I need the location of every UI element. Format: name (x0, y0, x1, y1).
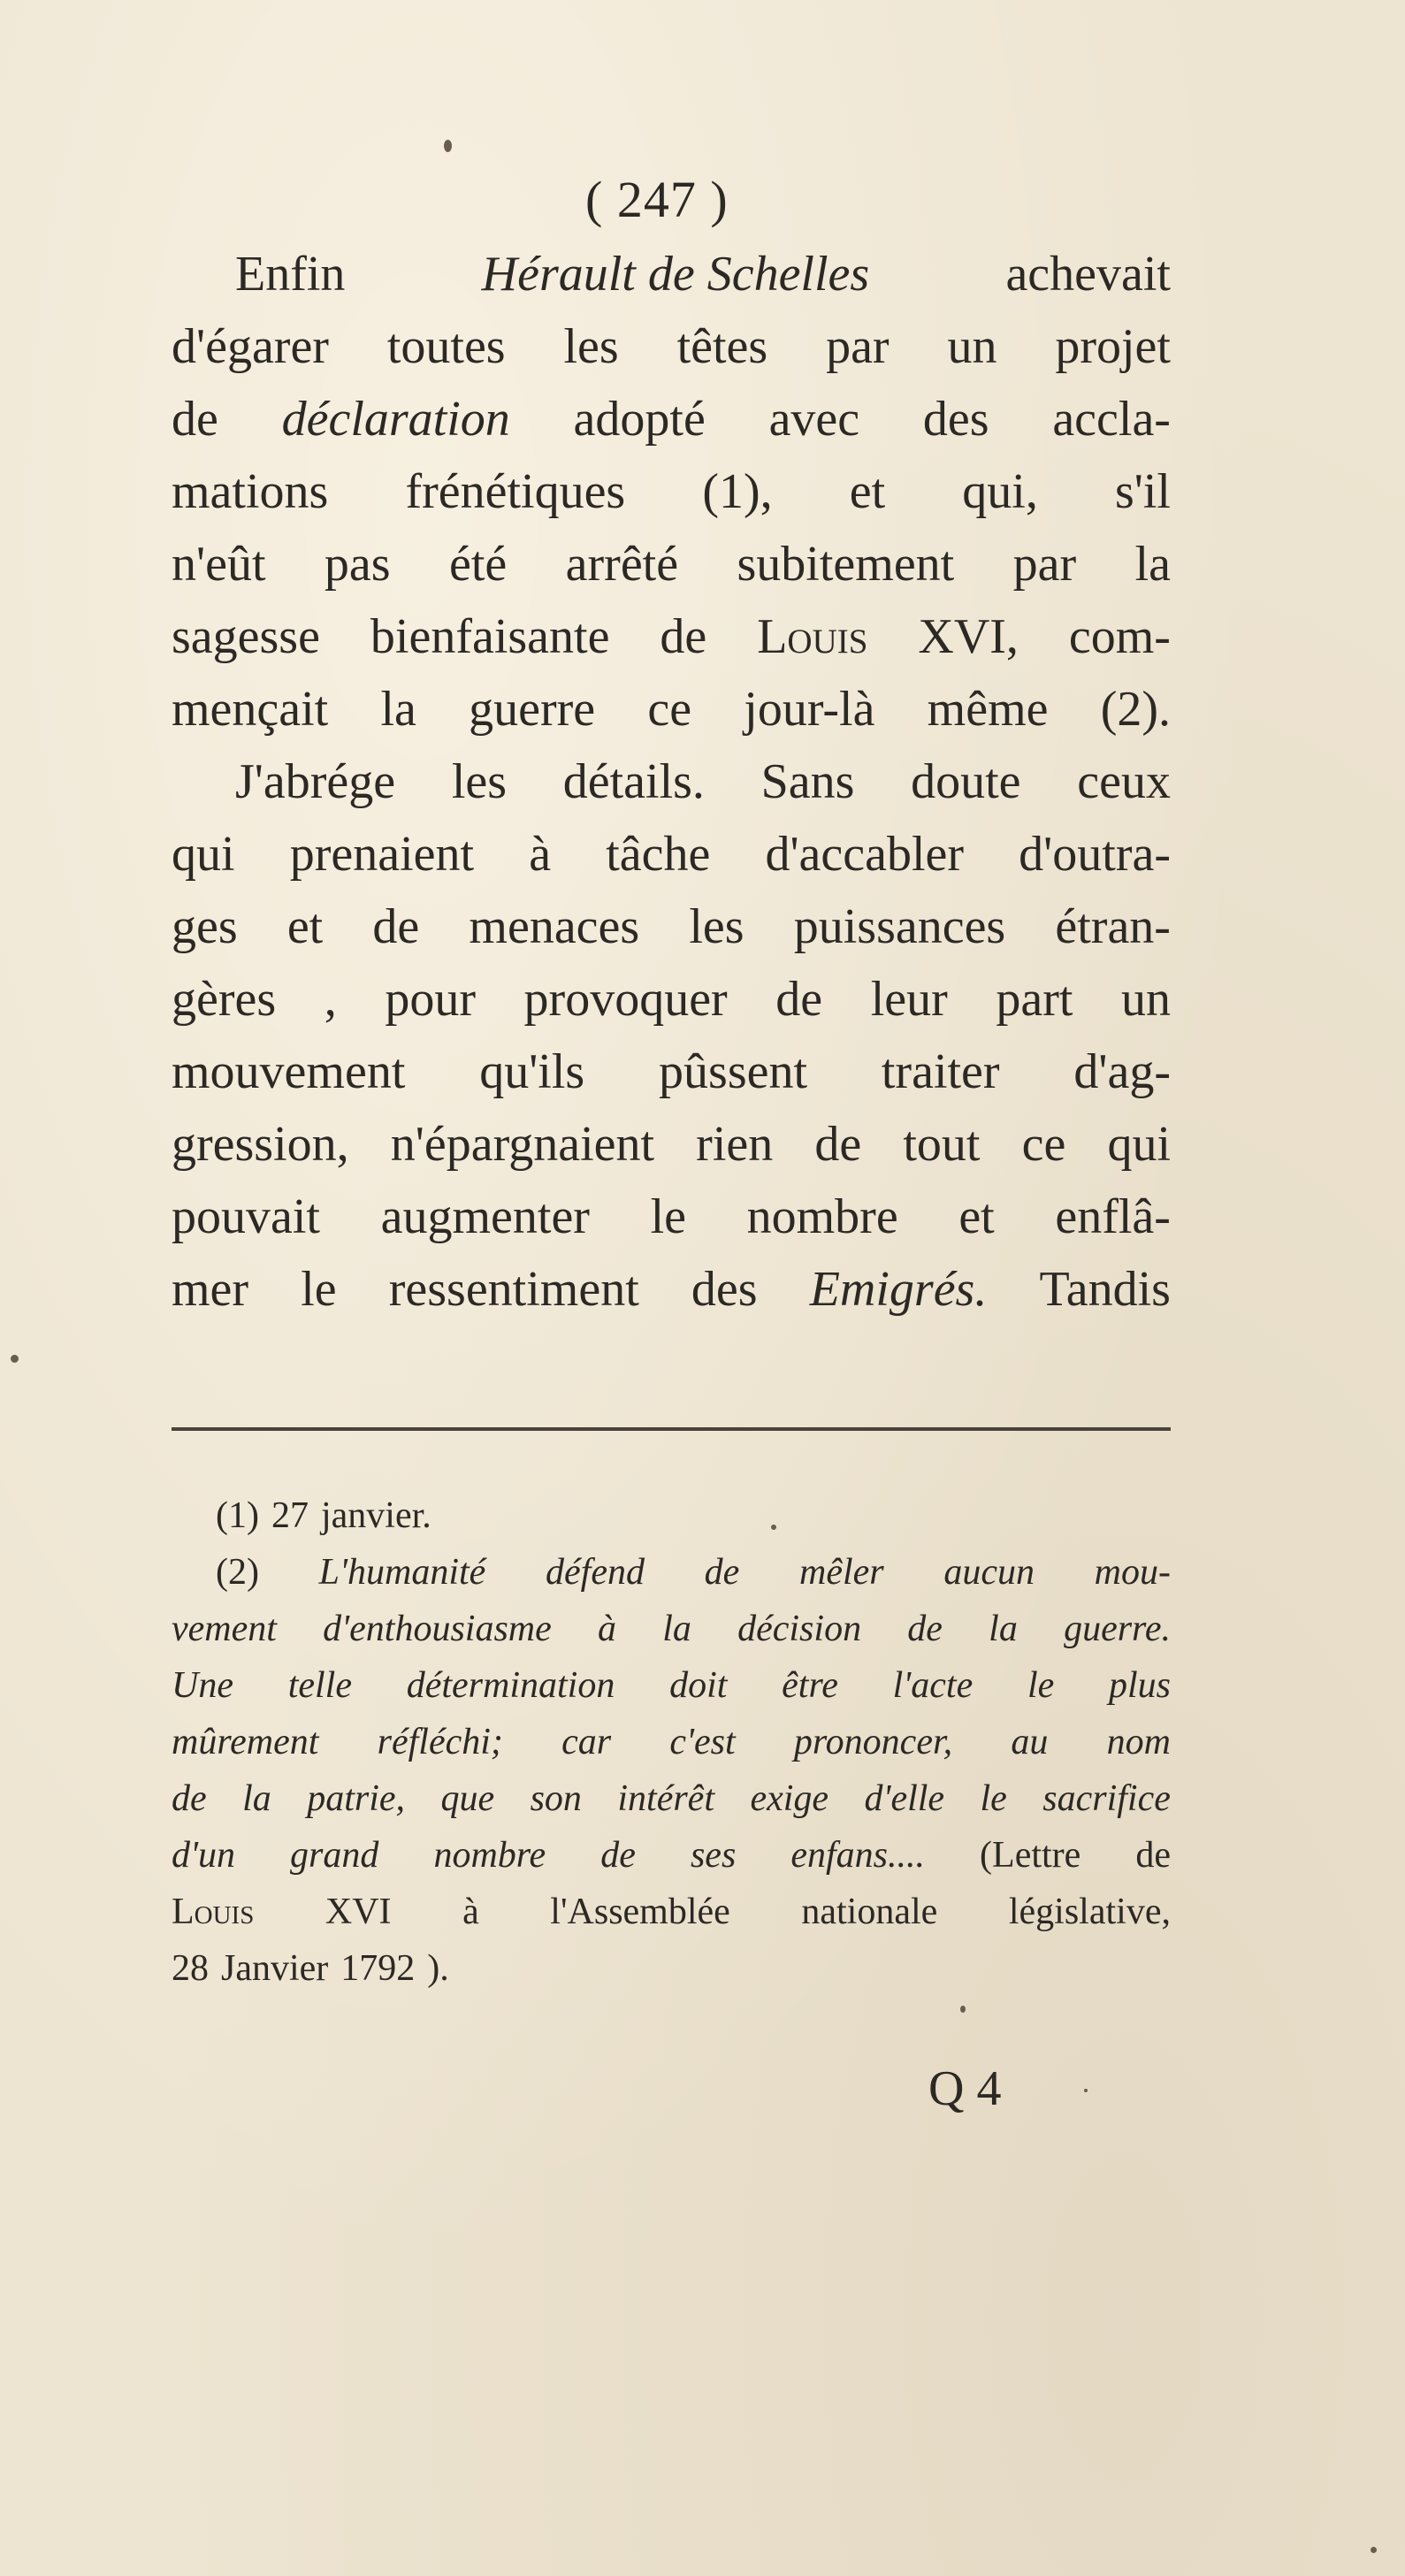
text-line: pouvait augmenter le nombre et enflâ- (172, 1189, 1171, 1244)
text-line: mer le ressentiment des Emigrés. Tandis (172, 1262, 1171, 1317)
signature-mark: Q 4 (928, 2061, 1002, 2116)
ink-speck (11, 1355, 19, 1363)
footnote-line: d'un grand nombre de ses enfans.... (Lettre de (172, 1835, 1171, 1876)
footnote-line: Louis XVI à l'Assemblée nationale législative, (172, 1892, 1171, 1932)
footnotes (172, 1494, 1171, 2004)
text-line: gères , pour provoquer de leur part un (172, 972, 1171, 1027)
text-line: ges et de menaces les puissances étran- (172, 899, 1171, 954)
text-line: qui prenaient à tâche d'accabler d'outra- (172, 827, 1171, 882)
footnote-line: 28 Janvier 1792 ). (172, 1948, 449, 1989)
text-line: gression, n'épargnaient rien de tout ce qui (172, 1117, 1171, 1172)
page-number: ( 247 ) (585, 171, 729, 228)
text-line: mations frénétiques (1), et qui, s'il (172, 464, 1171, 519)
text-line: d'égarer toutes les têtes par un projet (172, 319, 1171, 374)
footnote-divider (172, 1427, 1171, 1431)
footnote-line: vement d'enthousiasme à la décision de la guerre. (172, 1609, 1171, 1649)
text-line: sagesse bienfaisante de Louis XVI, com- (172, 609, 1171, 664)
footnote-line: de la patrie, que son intérêt exige d'elle le sacrifice (172, 1778, 1171, 1819)
text-line: J'abrége les détails. Sans doute ceux (235, 754, 1171, 809)
text-line: Enfin Hérault de Schelles achevait (235, 247, 1171, 302)
text-line: n'eût pas été arrêté subitement par la (172, 537, 1171, 592)
footnote-line: (1) 27 janvier. (216, 1495, 431, 1536)
main-text (172, 246, 1171, 1334)
ink-speck (960, 2006, 966, 2013)
text-line: de déclaration adopté avec des accla- (172, 392, 1171, 447)
footnote-line: mûrement réfléchi; car c'est prononcer, au nom (172, 1722, 1171, 1762)
ink-speck (444, 140, 452, 152)
footnote-line: Une telle détermination doit être l'acte le plus (172, 1665, 1171, 1706)
text-line: mençait la guerre ce jour-là même (2). (172, 682, 1171, 737)
text-line: mouvement qu'ils pûssent traiter d'ag- (172, 1044, 1171, 1099)
ink-speck (1371, 2547, 1377, 2553)
footnote-line: (2) L'humanité défend de mêler aucun mou- (216, 1552, 1171, 1593)
ink-speck (1084, 2089, 1088, 2092)
